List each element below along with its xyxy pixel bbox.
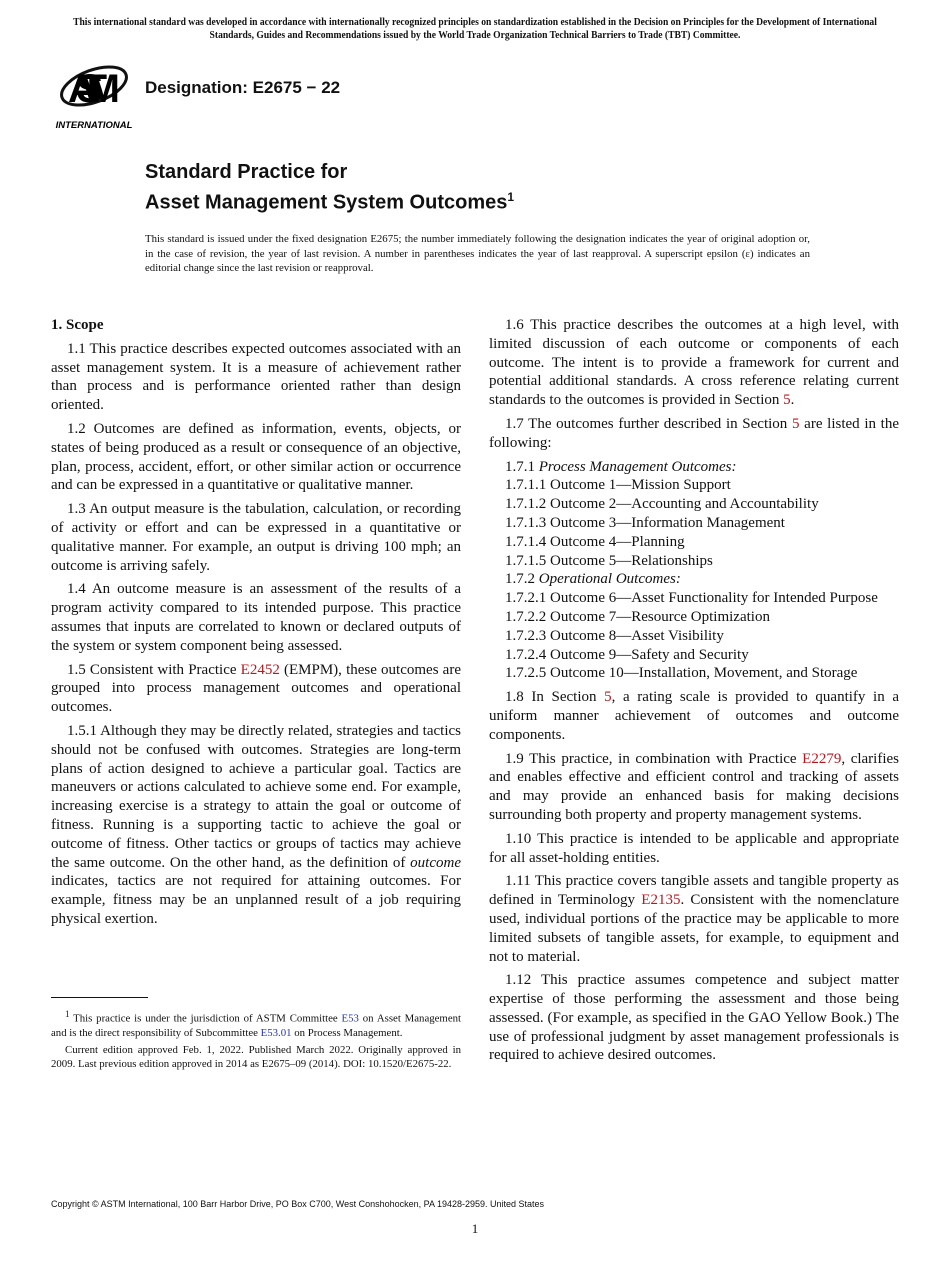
text-segment: 1.7.1.5 Outcome 5—Relationships [505,552,713,569]
list-item [489,627,899,646]
paragraph [51,1043,461,1072]
astm-logo [54,56,134,132]
title-line-1: Standard Practice for [145,161,348,183]
reference-link[interactable]: E53.01 [260,1027,292,1040]
paragraph [51,500,461,575]
text-segment: on Asset Management and is the direct responsibility of Subcommittee [51,1012,462,1040]
list-item [489,514,899,533]
reference-link[interactable]: 5 [604,689,612,706]
text-segment: 1.7.2.5 Outcome 10—Installation, Movement, and Storage [505,665,858,682]
text-segment: 1.9 This practice, in combination with Practice [505,750,803,767]
left-column [51,316,461,934]
paragraph [489,688,899,744]
paragraph [489,415,899,453]
text-segment: 1. Scope [51,317,104,333]
text-segment: indicates, tactics are not required for attaining outcomes. For example, fitness may be an unplanned result of a job requiring physical exertion. [51,873,461,927]
paragraph [489,830,899,868]
text-segment: . [790,392,795,409]
text-segment: 1.4 An outcome measure is an assessment of the results of a program activity compared to its intended purpose. This practice assumes that inputs are correlated to known or declared outputs of the system or system component being assessed. [51,581,461,654]
paragraph [489,872,899,966]
paragraph [51,580,461,655]
text-segment: 1.3 An output measure is the tabulation, calculation, or recording of activity or effort and can be expressed in a quantitative or qualitative manner. For example, an output is driving 100 mph; an outcome is arriving safely. [51,501,461,574]
page-number: 1 [471,1221,479,1236]
text-segment: 1.7.2.2 Outcome 7—Resource Optimization [505,608,770,625]
list-item [489,646,899,665]
right-column [489,316,899,1070]
copyright: Copyright © ASTM International, 100 Barr Harbor Drive, PO Box C700, West Conshohocken, PA 19428-2959. United States [51,1199,545,1209]
text-segment: 1.7.2 [505,571,539,588]
section-heading [51,316,461,335]
paragraph [489,316,899,410]
list-item [489,664,899,683]
text-segment: 1.5 Consistent with Practice [67,661,241,678]
designation: Designation: E2675 − 22 [145,78,341,97]
text-segment: are listed in the following: [489,415,899,451]
list-item [489,495,899,514]
list-item [489,476,899,495]
text-segment: 1.7.1.1 Outcome 1—Mission Support [505,477,731,494]
reference-link[interactable]: 5 [791,415,800,432]
footnotes [51,1007,461,1074]
tbt-notice: This international standard was developed in accordance with internationally recognized principles on standardization established in the Decision on Principles for the Development of International Standards, Guides and Recommendations issued by the World Trade Organization Technical Barriers to Trade (TBT) Committee. [73,17,877,41]
list-item [489,458,899,477]
text-segment: 1.2 Outcomes are defined as information, events, objects, or states of being produced as a result or consequence of an objective, plan, process, accident, effort, or other similar action or occurrence and can be expressed in a quantitative or qualitative manner. [51,420,461,494]
text-segment: This practice is under the jurisdiction of ASTM Committee [69,1012,342,1025]
document-title [145,160,514,216]
italic-text: Operational Outcomes: [538,571,681,588]
text-segment: , clarifies and enables effective and efficient control and tracking of assets and may provide an enhanced basis for making decisions surrounding both property and property management systems. [489,750,899,823]
text-segment: 1.12 This practice assumes competence and subject matter expertise of those performing the assessment and those being assessed. (For example, as specified in the GAO Yellow Book.) The use of professional judgment by asset management professionals is required to achieve desired outcomes. [489,972,899,1064]
text-segment: . Consistent with the nomenclature used, individual portions of the practice may be applicable to more limited subsets of tangible assets, for example, to equipment and not to material. [489,892,899,965]
reference-link[interactable]: 5 [783,392,791,409]
paragraph [489,750,899,825]
text-segment: 1.8 In Section [505,689,605,706]
text-segment: 1.7.1.3 Outcome 3—Information Management [505,514,785,531]
text-segment: 1.5.1 Although they may be directly related, strategies and tactics should not be confused with outcomes. Strategies are long-term plans of action designed to achieve a particular goal. Tactics are maneuvers or actions calculated to achieve some end. For example, increasing exercise is a strategy to attain the goal or outcome of fitness. Running is a supporting tactic to achieve the goal or outcome of fitness. Other tactics or groups of tactics may achieve the same outcome. On the other hand, as the definition of [51,722,461,871]
reference-link[interactable]: E2279 [802,750,842,767]
reference-link[interactable]: E2452 [240,661,280,678]
text-segment: 1.7.1.4 Outcome 4—Planning [505,533,685,550]
text-segment: on Process Management. [291,1027,403,1040]
list-item [489,589,899,608]
text-segment: (EMPM), these outcomes are grouped into process management outcomes and operational outcomes. [51,661,461,716]
reference-link[interactable]: E53 [341,1012,359,1025]
text-segment: 1.7.2.3 Outcome 8—Asset Visibility [505,627,724,644]
svg-text:INTERNATIONAL: INTERNATIONAL [55,120,133,131]
text-segment: 1.6 This practice describes the outcomes at a high level, with limited discussion of each outcome or components of each outcome. The intent is to provide a framework for current and potential additional standards. A cross reference relating current standards to the outcomes is provided in Section [489,317,899,409]
text-segment: 1.7.1.2 Outcome 2—Accounting and Accountability [505,496,819,513]
paragraph [51,420,461,495]
text-segment: , a rating scale is provided to quantify in a uniform manner achievement of outcomes and outcome components. [489,689,899,743]
svg-text:ASTM: ASTM [68,67,120,111]
text-segment: 1.11 This practice covers tangible assets and tangible property as defined in Terminology [489,873,899,909]
paragraph [51,340,461,415]
paragraph [51,661,461,717]
text-segment: 1.7.2.4 Outcome 9—Safety and Security [505,646,749,663]
issuance-note: This standard is issued under the fixed designation E2675; the number immediately following the designation indicates the year of original adoption or, in the case of revision, the year of last revision. A number in parentheses indicates the year of last reapproval. A superscript epsilon (ε) indicates an editorial change since the last revision or reapproval. [145,233,810,274]
text-segment: 1.7.1 [505,458,539,475]
text-segment: 1.10 This practice is intended to be applicable and appropriate for all asset-holding entities. [489,830,899,866]
italic-text: outcome [410,854,461,871]
list-item [489,533,899,552]
reference-link[interactable]: E2135 [641,892,681,909]
text-segment: Current edition approved Feb. 1, 2022. Published March 2022. Originally approved in 2009. Last previous edition approved in 2014 as E2675–09 (2014). DOI: 10.1520/E2675-22. [51,1043,461,1071]
paragraph [51,1007,461,1041]
paragraph [489,971,899,1065]
footnote-marker: 1 [65,1009,70,1019]
text-segment: 1.7 The outcomes further described in Section [505,415,792,432]
list-item [489,570,899,589]
text-segment: 1.7.2.1 Outcome 6—Asset Functionality for Intended Purpose [505,590,878,607]
italic-text: Process Management Outcomes: [538,458,737,475]
footnote-divider [51,997,148,998]
title-line-2: Asset Management System Outcomes [145,191,508,214]
list-item [489,608,899,627]
title-footnote-ref[interactable]: 1 [507,190,515,204]
text-segment: 1.1 This practice describes expected outcomes associated with an asset management system. It is a measure of achievement rather than process and is performance oriented rather than design oriented. [51,340,461,414]
paragraph [51,722,461,929]
list-item [489,552,899,571]
